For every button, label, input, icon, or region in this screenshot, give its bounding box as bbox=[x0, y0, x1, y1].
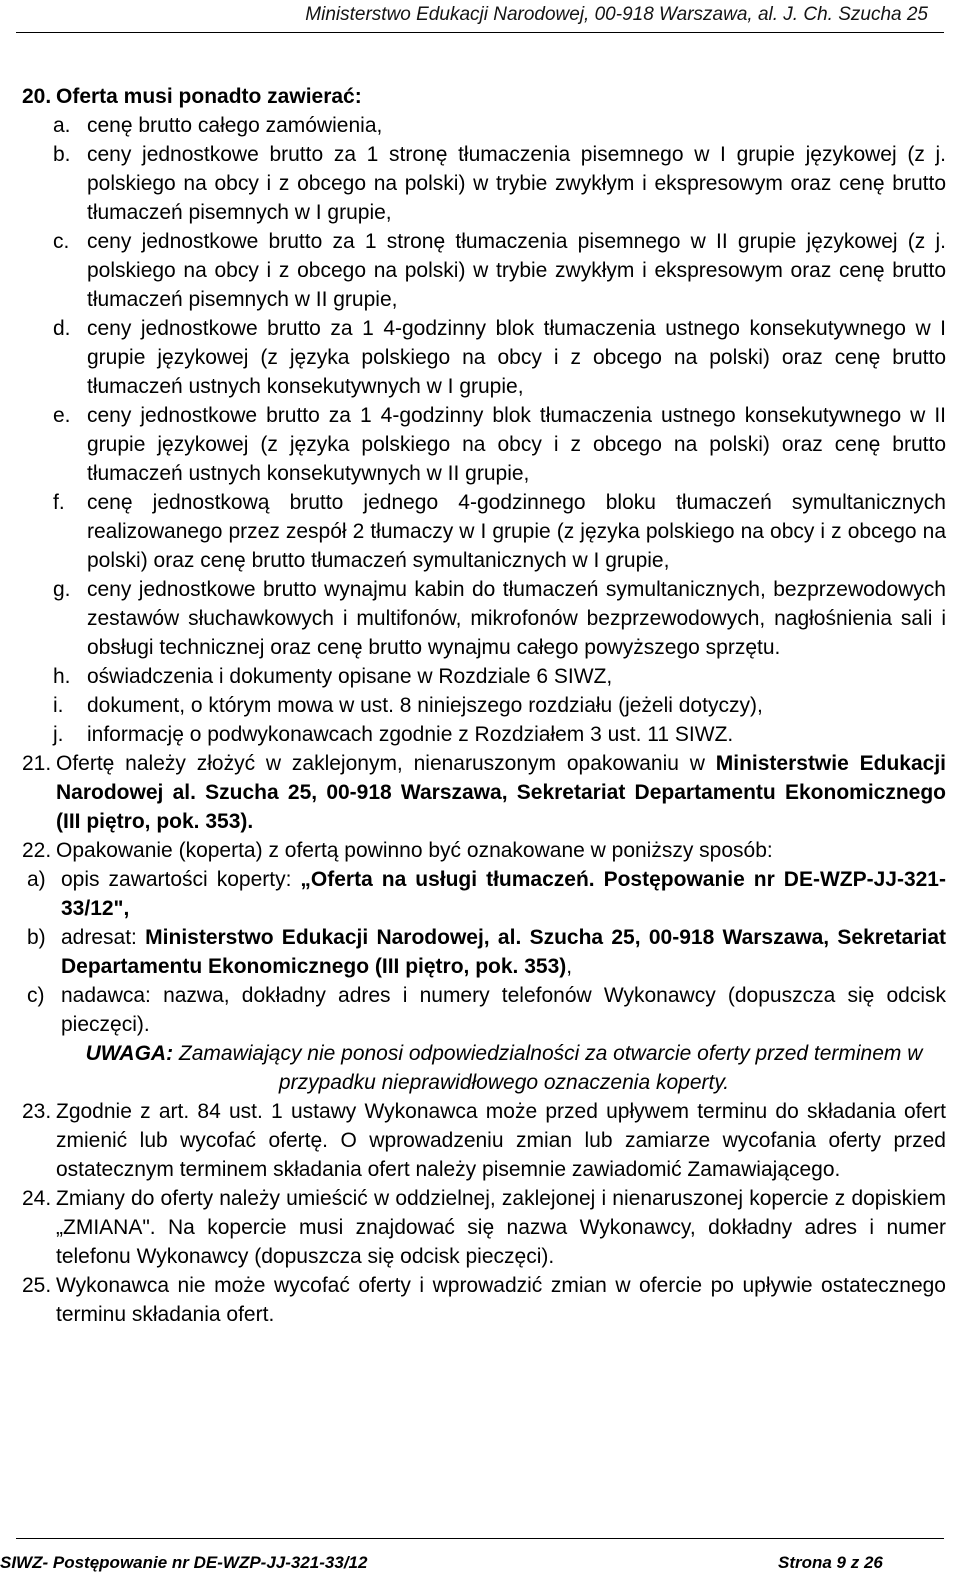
document-content bbox=[22, 82, 946, 1329]
page-number: Strona 9 z 26 bbox=[778, 1553, 883, 1572]
warning-note: UWAGA: Zamawiający nie ponosi odpowiedzialności za otwarcie oferty przed terminem w przypadku nieprawidłowego oznaczenia koperty. bbox=[85, 1042, 923, 1094]
list-item: e. ceny jednostkowe brutto za 1 4-godzinny blok tłumaczenia ustnego konsekutywnego w II grupie językowej (z języka polskiego na obcy i z obcego na polski) oraz cenę brutto tłumaczeń ustnych konsekutywnych w II grupie, bbox=[53, 404, 946, 485]
list-item: d. ceny jednostkowe brutto za 1 4-godzinny blok tłumaczenia ustnego konsekutywnego w I grupie językowej (z języka polskiego na obcy i z obcego na polski) oraz cenę brutto tłumaczeń ustnych konsekutywnych w I grupie, bbox=[53, 317, 946, 398]
page-header: Ministerstwo Edukacji Narodowej, 00-918 Warszawa, al. J. Ch. Szucha 25 bbox=[305, 4, 928, 25]
list-item: j. informację o podwykonawcach zgodnie z Rozdziałem 3 ust. 11 SIWZ. bbox=[53, 723, 734, 746]
list-item: c) nadawca: nazwa, dokładny adres i numery telefonów Wykonawcy (dopuszcza się odcisk pieczęci). bbox=[27, 984, 946, 1036]
section-21 bbox=[22, 749, 946, 836]
section-number: 25. bbox=[22, 1274, 52, 1297]
section-25 bbox=[22, 1271, 946, 1329]
section-22-list bbox=[22, 865, 946, 1039]
footer-divider bbox=[16, 1538, 944, 1539]
section-number: 23. bbox=[22, 1100, 52, 1123]
section-number: 22. bbox=[22, 839, 52, 862]
list-item: a) opis zawartości koperty: „Oferta na usługi tłumaczeń. Postępowanie nr DE-WZP-JJ-321-33/12", bbox=[27, 868, 946, 920]
section-text: Zgodnie z art. 84 ust. 1 ustawy Wykonawca może przed upływem terminu do składania ofert zmienić lub wycofać ofertę. O wprowadzeniu zmian lub zamiarze wycofania oferty przed ostatecznym terminem składania ofert należy pisemnie zawiadomić Zamawiającego. bbox=[56, 1100, 946, 1181]
footer-reference: SIWZ- Postępowanie nr DE-WZP-JJ-321-33/12 bbox=[0, 1553, 368, 1572]
section-text: Wykonawca nie może wycofać oferty i wprowadzić zmian w ofercie po upływie ostatecznego terminu składania ofert. bbox=[56, 1274, 946, 1326]
section-number: 21. bbox=[22, 752, 52, 775]
section-title: Oferta musi ponadto zawierać: bbox=[56, 85, 362, 108]
list-item: a. cenę brutto całego zamówienia, bbox=[53, 114, 383, 137]
header-divider bbox=[16, 32, 944, 33]
section-24 bbox=[22, 1184, 946, 1271]
list-item: h. oświadczenia i dokumenty opisane w Rozdziale 6 SIWZ, bbox=[53, 665, 613, 688]
list-item: i. dokument, o którym mowa w ust. 8 niniejszego rozdziału (jeżeli dotyczy), bbox=[53, 694, 763, 717]
section-text: Zmiany do oferty należy umieścić w oddzielnej, zaklejonej i nienaruszonej kopercie z dopiskiem „ZMIANA". Na kopercie musi znajdować się nazwa Wykonawcy, dokładny adres i numer telefonu Wykonawcy (dopuszcza się odcisk pieczęci). bbox=[56, 1187, 946, 1268]
list-item: f. cenę jednostkową brutto jednego 4-godzinnego bloku tłumaczeń symultanicznych realizowanego przez zespół 2 tłumaczy w I grupie (z języka polskiego na obcy i z obcego na polski) oraz cenę brutto tłumaczeń symultanicznych w I grupie, bbox=[53, 491, 946, 572]
section-20-list bbox=[22, 111, 946, 749]
section-text: Opakowanie (koperta) z ofertą powinno być oznakowane w poniższy sposób: bbox=[56, 839, 773, 862]
list-item: b. ceny jednostkowe brutto za 1 stronę tłumaczenia pisemnego w I grupie językowej (z j. polskiego na obcy i z obcego na polski) w trybie zwykłym i ekspresowym oraz cenę brutto tłumaczeń pisemnych w I grupie, bbox=[53, 143, 946, 224]
list-item: c. ceny jednostkowe brutto za 1 stronę tłumaczenia pisemnego w II grupie językowej (z j. polskiego na obcy i z obcego na polski) w trybie zwykłym i ekspresowym oraz cenę brutto tłumaczeń pisemnych w II grupie, bbox=[53, 230, 946, 311]
list-item: b) adresat: Ministerstwo Edukacji Narodowej, al. Szucha 25, 00-918 Warszawa, Sekretariat Departamentu Ekonomicznego (III piętro, pok. 353), bbox=[27, 926, 946, 978]
section-22 bbox=[22, 836, 946, 865]
section-number: 24. bbox=[22, 1187, 52, 1210]
list-item: g. ceny jednostkowe brutto wynajmu kabin do tłumaczeń symultanicznych, bezprzewodowych zestawów słuchawkowych i multifonów, mikrofonów bezprzewodowych, nagłośnienia sali i obsługi technicznej oraz cenę brutto wynajmu całego powyższego sprzętu. bbox=[53, 578, 946, 659]
section-23 bbox=[22, 1097, 946, 1184]
section-20 bbox=[22, 82, 946, 111]
warning-label: UWAGA: bbox=[85, 1042, 174, 1065]
delivery-address: Ministerstwie Edukacji Narodowej al. Szucha 25, 00-918 Warszawa, Sekretariat Departamentu Ekonomicznego (III piętro, pok. 353). bbox=[56, 752, 946, 833]
section-number: 20. bbox=[22, 85, 52, 108]
section-text: Ofertę należy złożyć w zaklejonym, nienaruszonym opakowaniu w Ministerstwie Edukacji Narodowej al. Szucha 25, 00-918 Warszawa, Sekretariat Departamentu Ekonomicznego (III piętro, pok. 353). bbox=[56, 752, 946, 833]
